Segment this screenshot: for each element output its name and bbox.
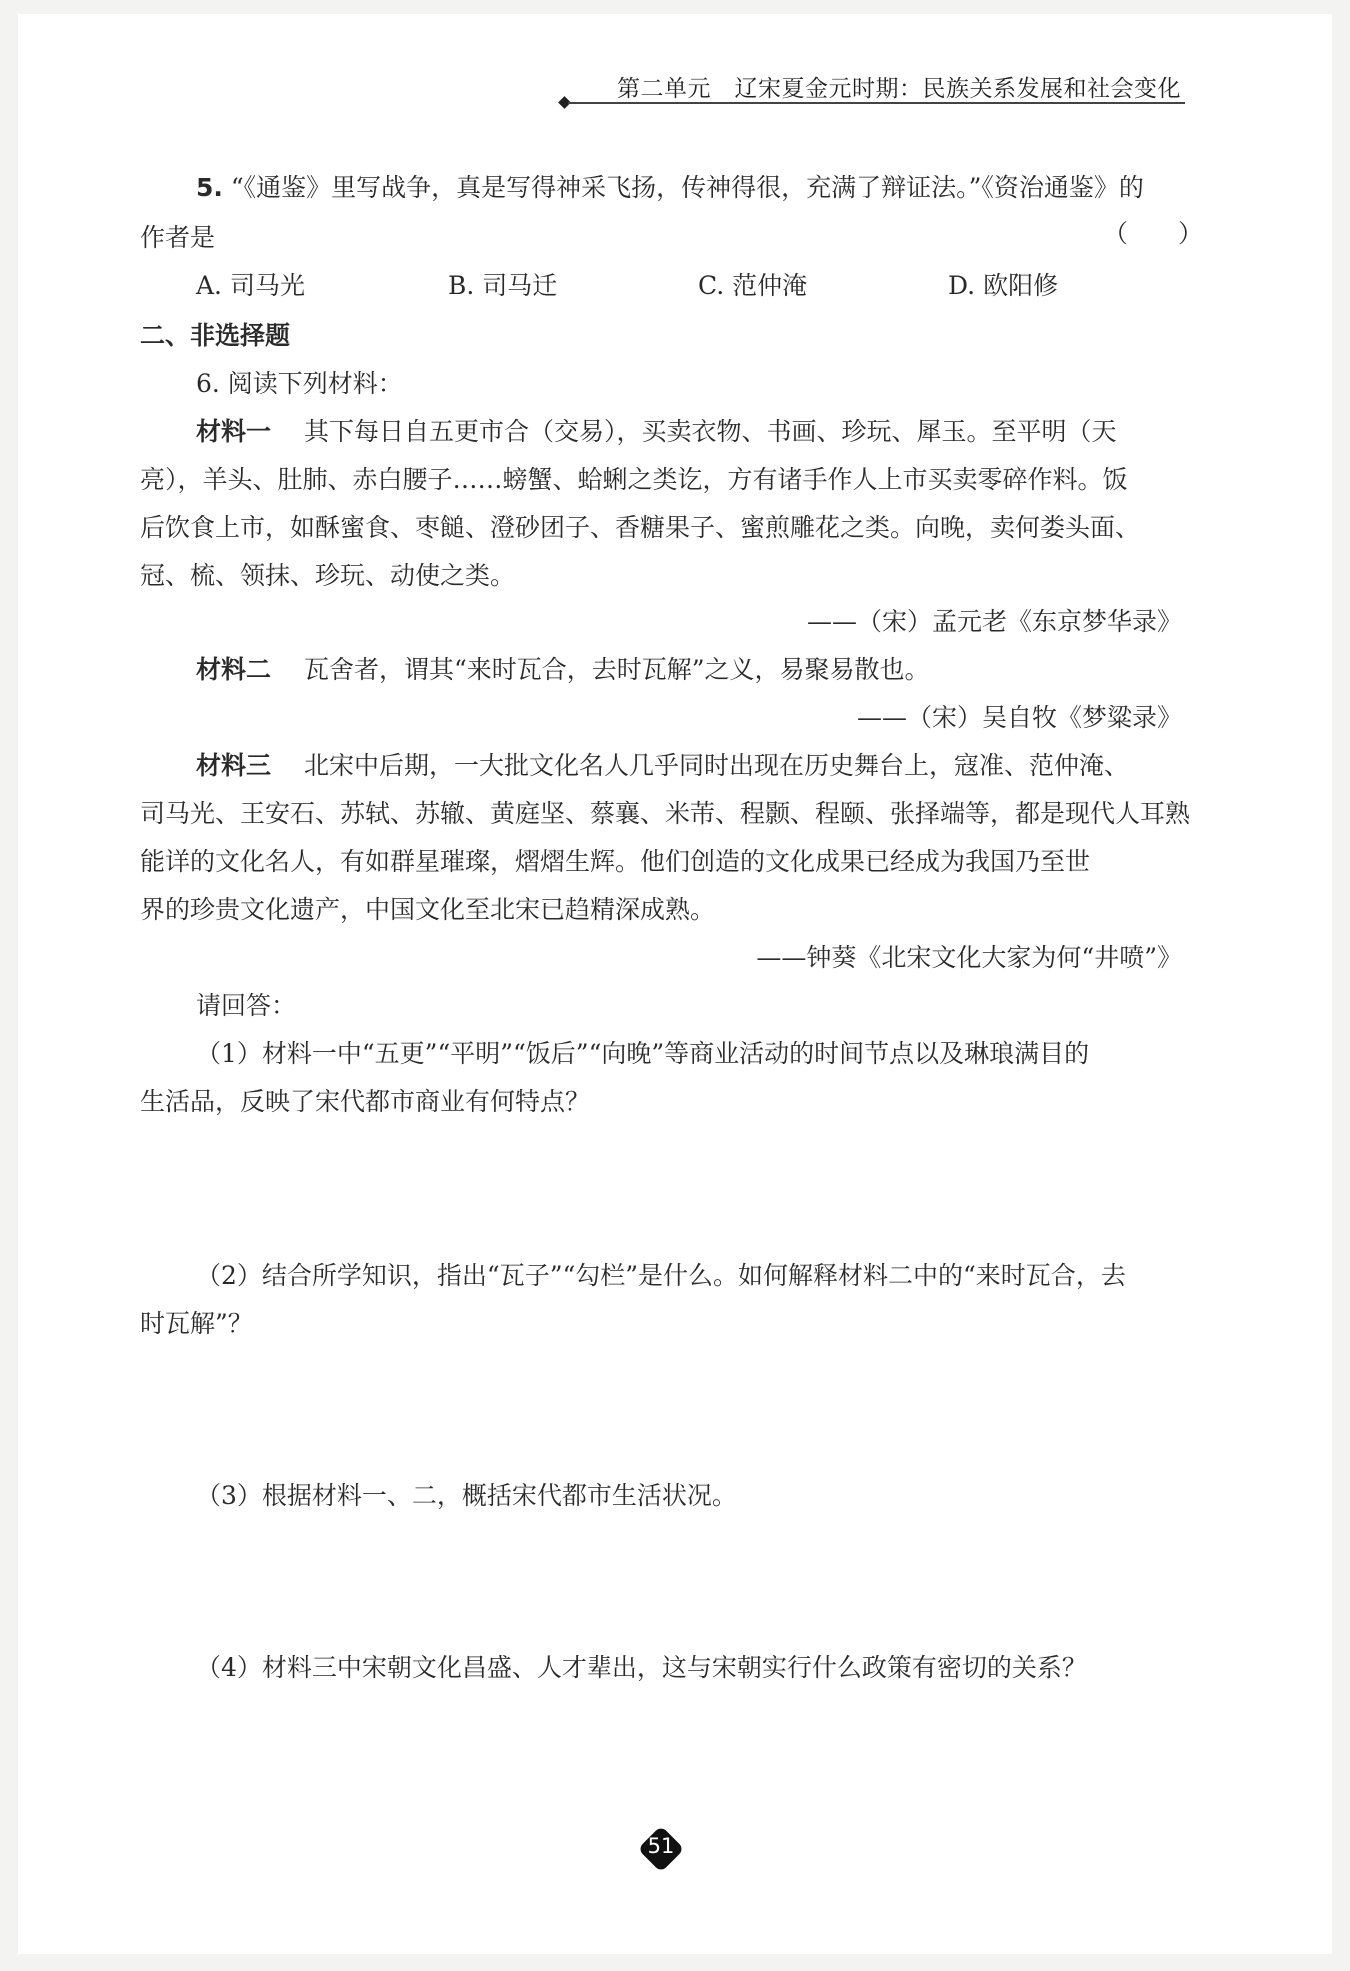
material-1-line-3: 后饮食上市，如酥蜜食、枣䭔、澄砂团子、香糖果子、蜜煎雕花之类。向晚，卖何娄头面、 xyxy=(140,513,1141,542)
material-3-text: 北宋中后期，一大批文化名人几乎同时出现在历史舞台上，寇准、范仲淹、 xyxy=(303,751,1129,780)
material-2-label: 材料二 xyxy=(196,655,272,684)
sub-question-1-line-2: 生活品，反映了宋代都市商业有何特点？ xyxy=(140,1087,591,1116)
q5-line-2: 作者是 xyxy=(140,223,216,252)
material-3-label: 材料三 xyxy=(196,751,272,780)
material-1-source: ——（宋）孟元老《东京梦华录》 xyxy=(806,607,1182,636)
sub-question-3: （3）根据材料一、二，概括宋代都市生活状况。 xyxy=(196,1481,737,1510)
option-text: 司马光 xyxy=(229,271,305,300)
option-letter: D. xyxy=(948,271,976,300)
material-3-line-4: 界的珍贵文化遗产，中国文化至北宋已趋精深成熟。 xyxy=(140,895,716,924)
material-3-line-2: 司马光、王安石、苏轼、苏辙、黄庭坚、蔡襄、米芾、程颢、程颐、张择端等，都是现代人耳熟 xyxy=(140,799,1191,828)
q5-option-d[interactable] xyxy=(948,268,1058,304)
material-3-line-3: 能详的文化名人，有如群星璀璨，熠熠生辉。他们创造的文化成果已经成为我国乃至世 xyxy=(140,847,1091,876)
material-1-text: 其下每日自五更市合（交易），买卖衣物、书画、珍玩、犀玉。至平明（天 xyxy=(303,417,1117,446)
sub-question-1-line-1: （1）材料一中“五更”“平明”“饭后”“向晚”等商业活动的时间节点以及琳琅满目的 xyxy=(196,1039,1090,1068)
ask-prompt: 请回答： xyxy=(196,991,297,1020)
sub-question-2-line-1: （2）结合所学知识，指出“瓦子”“勾栏”是什么。如何解释材料二中的“来时瓦合，去 xyxy=(196,1261,1126,1290)
running-header xyxy=(560,70,1185,110)
material-2-line xyxy=(196,652,930,688)
q5-number: 5. xyxy=(196,173,223,202)
sub-question-4: （4）材料三中宋朝文化昌盛、人才辈出，这与宋朝实行什么政策有密切的关系？ xyxy=(196,1653,1087,1682)
q5-line-1 xyxy=(196,170,1144,206)
material-1-line-2: 亮），羊头、肚肺、赤白腰子……螃蟹、蛤蜊之类讫，方有诸手作人上市买卖零碎作料。饭 xyxy=(140,465,1128,494)
material-1-label: 材料一 xyxy=(196,417,272,446)
section-title: 二、非选择题 xyxy=(140,321,291,350)
q5-option-b[interactable] xyxy=(448,268,557,304)
option-text: 司马迁 xyxy=(482,271,558,300)
material-1-line-4: 冠、梳、领抹、珍玩、动使之类。 xyxy=(140,561,516,590)
material-2-source: ——（宋）吴自牧《梦粱录》 xyxy=(856,703,1182,732)
q5-option-c[interactable] xyxy=(698,268,807,304)
option-letter: B. xyxy=(448,271,475,300)
header-title: 第二单元 辽宋夏金元时期：民族关系发展和社会变化 xyxy=(617,76,1181,102)
page-number-badge xyxy=(638,1826,684,1872)
q5-answer-bracket: （ ） xyxy=(1103,219,1204,248)
q5-text: “《通鉴》里写战争，真是写得神采飞扬，传神得很，充满了辩证法。”《资治通鉴》的 xyxy=(230,173,1144,202)
option-text: 欧阳修 xyxy=(983,271,1059,300)
material-1-line-1 xyxy=(196,414,1116,450)
page-number: 51 xyxy=(647,1834,675,1858)
material-2-text: 瓦舍者，谓其“来时瓦合，去时瓦解”之义，易聚易散也。 xyxy=(303,655,930,684)
q6-intro: 6. 阅读下列材料： xyxy=(196,369,403,398)
option-letter: C. xyxy=(698,271,725,300)
sub-question-2-line-2: 时瓦解”？ xyxy=(140,1309,253,1338)
option-text: 范仲淹 xyxy=(732,271,808,300)
q5-option-a[interactable] xyxy=(196,268,305,304)
material-3-source: ——钟葵《北宋文化大家为何“井喷”》 xyxy=(756,943,1182,972)
option-letter: A. xyxy=(196,271,223,300)
material-3-line-1 xyxy=(196,748,1129,784)
